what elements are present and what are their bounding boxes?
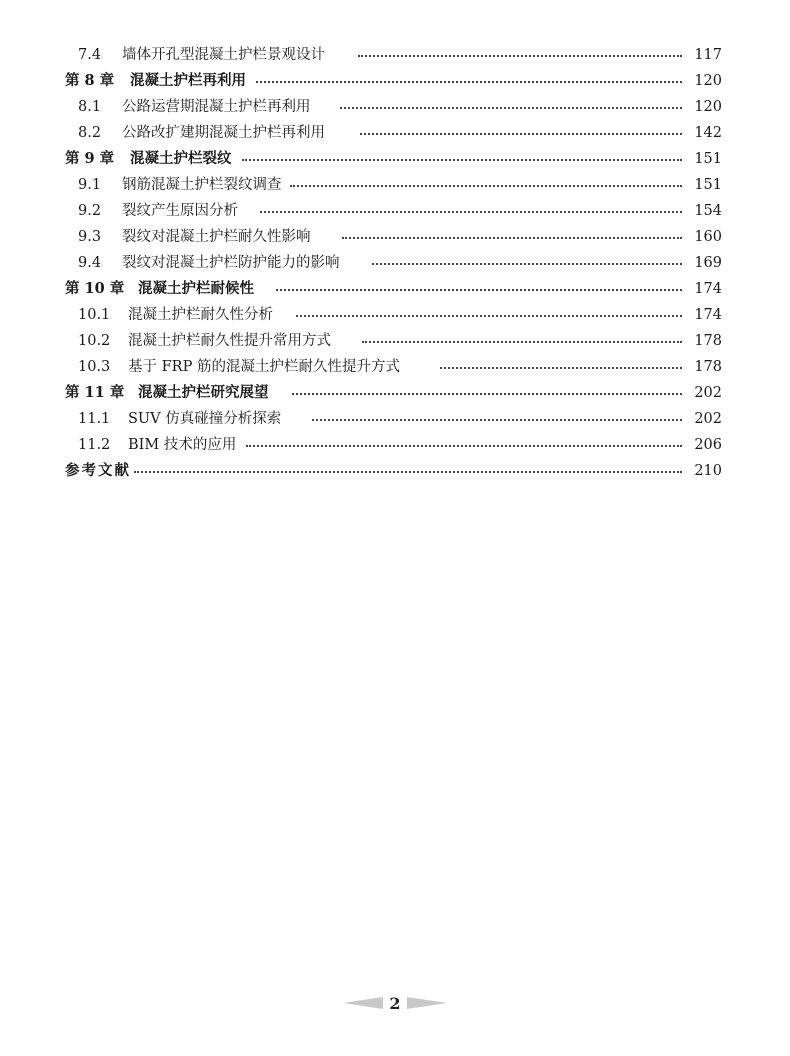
- toc-entry-9-4[interactable]: [0, 250, 790, 276]
- page-number: 169: [694, 255, 722, 271]
- section-title: 混凝土护栏耐久性提升常用方式: [128, 333, 331, 349]
- chapter-title: 混凝土护栏研究展望: [138, 384, 269, 401]
- toc-entry-10-3[interactable]: [0, 354, 790, 380]
- right-arrow-ornament-icon: [407, 997, 447, 1009]
- chapter-title: 混凝土护栏再利用: [130, 72, 246, 89]
- chapter-number: 第 11 章: [65, 384, 125, 401]
- page-number: 178: [694, 359, 722, 375]
- section-number: 10.1: [78, 307, 111, 323]
- dot-leader: [246, 445, 682, 447]
- dot-leader: [290, 185, 682, 187]
- section-number: 10.3: [78, 359, 111, 375]
- dot-leader: [296, 315, 682, 317]
- page-number: 174: [694, 307, 722, 323]
- section-number: 8.2: [78, 125, 102, 141]
- toc-entry-8-2[interactable]: [0, 120, 790, 146]
- page-number: 120: [694, 73, 722, 89]
- toc-chapter-9[interactable]: [0, 146, 790, 172]
- dot-leader: [362, 341, 682, 343]
- dot-leader: [342, 237, 682, 239]
- section-title: SUV 仿真碰撞分析探索: [128, 411, 282, 427]
- section-title: 基于 FRP 筋的混凝土护栏耐久性提升方式: [128, 359, 400, 375]
- toc-entry-10-2[interactable]: [0, 328, 790, 354]
- toc-entry-11-2[interactable]: [0, 432, 790, 458]
- page-number: 210: [694, 463, 722, 479]
- dot-leader: [312, 419, 682, 421]
- section-title: 钢筋混凝土护栏裂纹调查: [122, 177, 282, 193]
- toc-entry-9-2[interactable]: [0, 198, 790, 224]
- section-number: 7.4: [78, 47, 102, 63]
- dot-leader: [256, 81, 682, 83]
- footer-page-number: 2: [389, 993, 401, 1013]
- dot-leader: [360, 133, 682, 135]
- chapter-title: 混凝土护栏耐候性: [138, 280, 254, 297]
- page-number: 206: [694, 437, 722, 453]
- section-number: 9.3: [78, 229, 102, 245]
- dot-leader: [340, 107, 682, 109]
- section-title: 公路运营期混凝土护栏再利用: [122, 99, 311, 115]
- section-number: 9.2: [78, 203, 102, 219]
- page-number: 178: [694, 333, 722, 349]
- section-number: 11.1: [78, 411, 111, 427]
- toc-entry-8-1[interactable]: [0, 94, 790, 120]
- toc-entry-7-4[interactable]: [0, 42, 790, 68]
- left-arrow-ornament-icon: [343, 997, 383, 1009]
- page-number: 202: [694, 411, 722, 427]
- chapter-number: 第 9 章: [65, 150, 115, 167]
- page-number: 117: [694, 47, 722, 63]
- dot-leader: [358, 55, 682, 57]
- section-title: BIM 技术的应用: [128, 437, 237, 453]
- dot-leader: [134, 471, 682, 473]
- toc-chapter-11[interactable]: [0, 380, 790, 406]
- section-number: 10.2: [78, 333, 111, 349]
- page-number: 154: [694, 203, 722, 219]
- chapter-number: 第 10 章: [65, 280, 125, 297]
- page-number: 151: [694, 177, 722, 193]
- dot-leader: [292, 393, 682, 395]
- section-number: 9.4: [78, 255, 102, 271]
- page-number: 202: [694, 385, 722, 401]
- page-number: 142: [694, 125, 722, 141]
- section-number: 8.1: [78, 99, 102, 115]
- dot-leader: [276, 289, 682, 291]
- section-title: 公路改扩建期混凝土护栏再利用: [122, 125, 325, 141]
- section-title: 裂纹产生原因分析: [122, 203, 238, 219]
- page-number: 120: [694, 99, 722, 115]
- toc-entry-9-1[interactable]: [0, 172, 790, 198]
- page-number: 160: [694, 229, 722, 245]
- toc-chapter-10[interactable]: [0, 276, 790, 302]
- dot-leader: [260, 211, 682, 213]
- page-number: 174: [694, 281, 722, 297]
- dot-leader: [372, 263, 682, 265]
- page-footer: [0, 990, 790, 1016]
- section-title: 墙体开孔型混凝土护栏景观设计: [122, 47, 325, 63]
- section-title: 裂纹对混凝土护栏防护能力的影响: [122, 255, 340, 271]
- toc-entry-11-1[interactable]: [0, 406, 790, 432]
- dot-leader: [242, 159, 682, 161]
- section-title: 裂纹对混凝土护栏耐久性影响: [122, 229, 311, 245]
- section-title: 混凝土护栏耐久性分析: [128, 307, 273, 323]
- page-number: 151: [694, 151, 722, 167]
- references-title: 参考文献: [65, 462, 131, 479]
- toc-references[interactable]: [0, 458, 790, 484]
- toc-entry-9-3[interactable]: [0, 224, 790, 250]
- chapter-title: 混凝土护栏裂纹: [130, 150, 232, 167]
- section-number: 11.2: [78, 437, 111, 453]
- toc-entry-10-1[interactable]: [0, 302, 790, 328]
- table-of-contents: [0, 42, 790, 484]
- section-number: 9.1: [78, 177, 102, 193]
- dot-leader: [440, 367, 682, 369]
- toc-chapter-8[interactable]: [0, 68, 790, 94]
- chapter-number: 第 8 章: [65, 72, 115, 89]
